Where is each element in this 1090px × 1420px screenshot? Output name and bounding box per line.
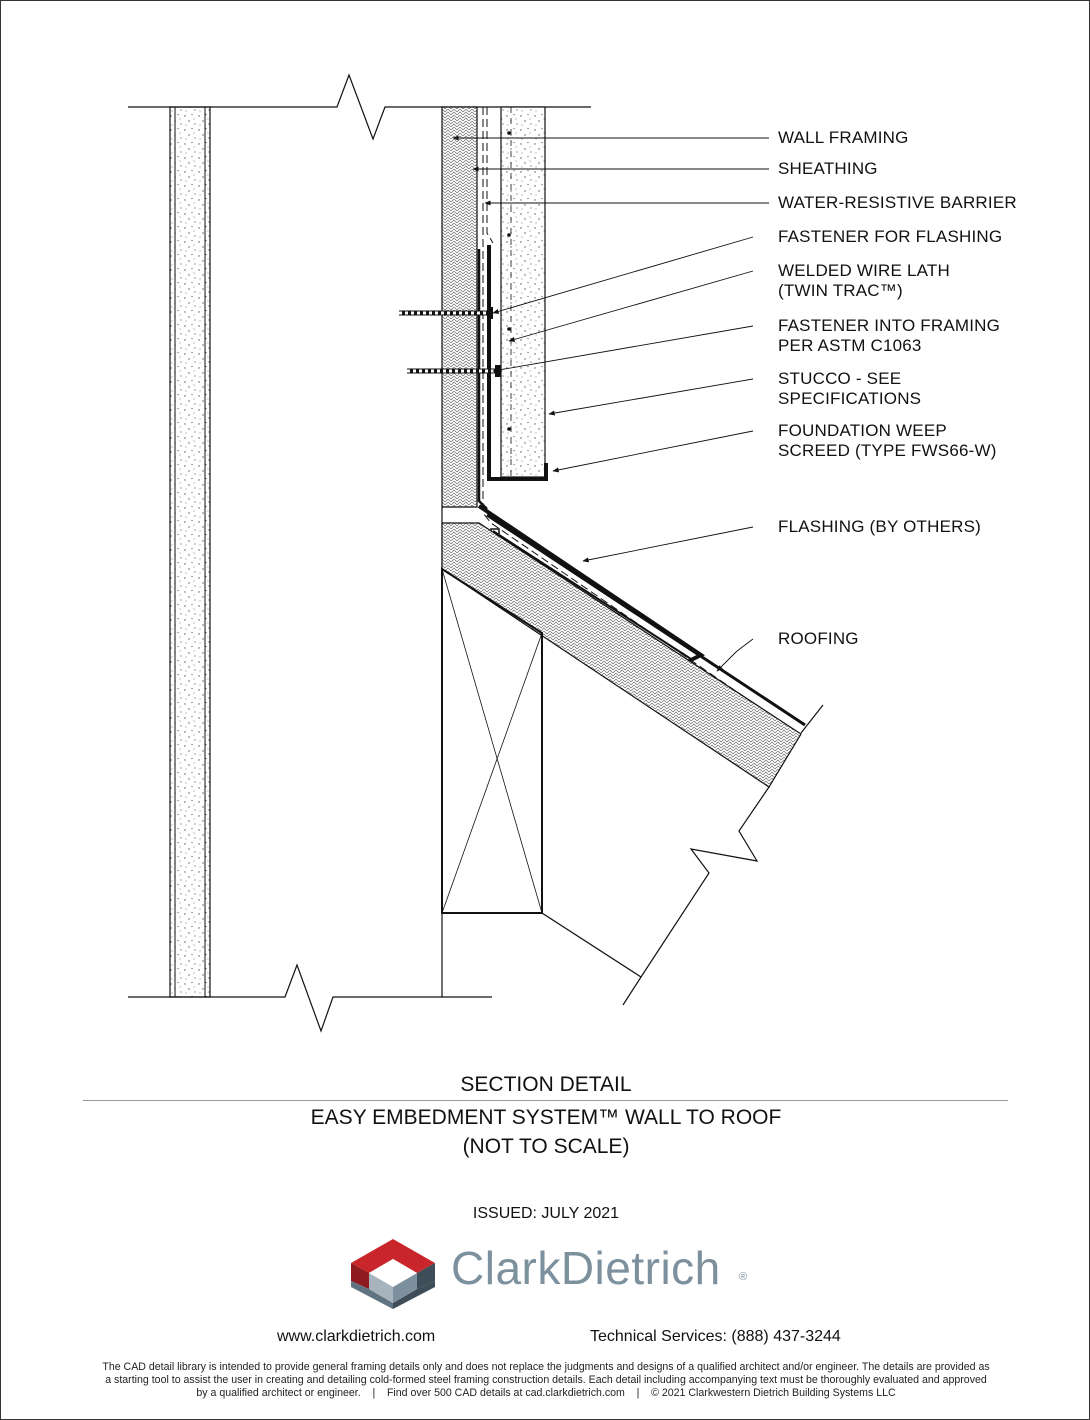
logo-mark-icon [347, 1237, 439, 1311]
callout-water-resistive-barrier: WATER-RESISTIVE BARRIER [778, 193, 1017, 212]
interior-wall [170, 107, 210, 997]
roof-deck [442, 515, 823, 787]
issued-date: ISSUED: JULY 2021 [472, 1205, 620, 1222]
callout-stucco: STUCCO - SEE SPECIFICATIONS [778, 369, 922, 408]
callout-fastener-into-framing: FASTENER INTO FRAMING PER ASTM C1063 [778, 316, 1001, 355]
logo-wordmark: ClarkDietrich [451, 1242, 721, 1294]
callout-wall-framing: WALL FRAMING [778, 128, 909, 147]
callout-fastener-for-flashing: FASTENER FOR FLASHING [778, 227, 1003, 246]
disclaimer-line-2: a starting tool to assist the user in creating and detailing cold-formed steel framing construction details. Each detail including accompanying text must be thoroughly evaluated and approved [105, 1374, 987, 1386]
detail-title: EASY EMBEDMENT SYSTEM™ WALL TO ROOF [310, 1106, 782, 1129]
callout-roofing: ROOFING [778, 629, 859, 648]
callout-welded-wire-lath: WELDED WIRE LATH (TWIN TRAC™) [778, 261, 950, 300]
section-label: SECTION DETAIL [460, 1073, 632, 1096]
disclaimer [53, 1361, 1039, 1400]
technical-services-phone: Technical Services: (888) 437-3244 [590, 1328, 841, 1345]
disclaimer-line-1: The CAD detail library is intended to provide general framing details only and does not replace the judgments and designs of a qualified architect and/or engineer. The details are provided as [102, 1361, 990, 1373]
scale-note: (NOT TO SCALE) [462, 1135, 630, 1158]
logo-registered-mark: ® [739, 1271, 748, 1283]
title-divider [83, 1100, 1008, 1101]
disclaimer-line-3: by a qualified architect or engineer. | Find over 500 CAD details at cad.clarkdietrich.com | © 2021 Clarkwestern Dietrich Building Systems LLC [196, 1387, 896, 1399]
clarkdietrich-logo [347, 1237, 747, 1311]
website-link[interactable]: www.clarkdietrich.com [277, 1328, 436, 1345]
callout-sheathing: SHEATHING [778, 159, 878, 178]
stucco [501, 107, 545, 477]
callout-flashing: FLASHING (BY OTHERS) [778, 517, 981, 536]
callout-foundation-weep-screed: FOUNDATION WEEP SCREED (TYPE FWS66-W) [778, 421, 997, 460]
